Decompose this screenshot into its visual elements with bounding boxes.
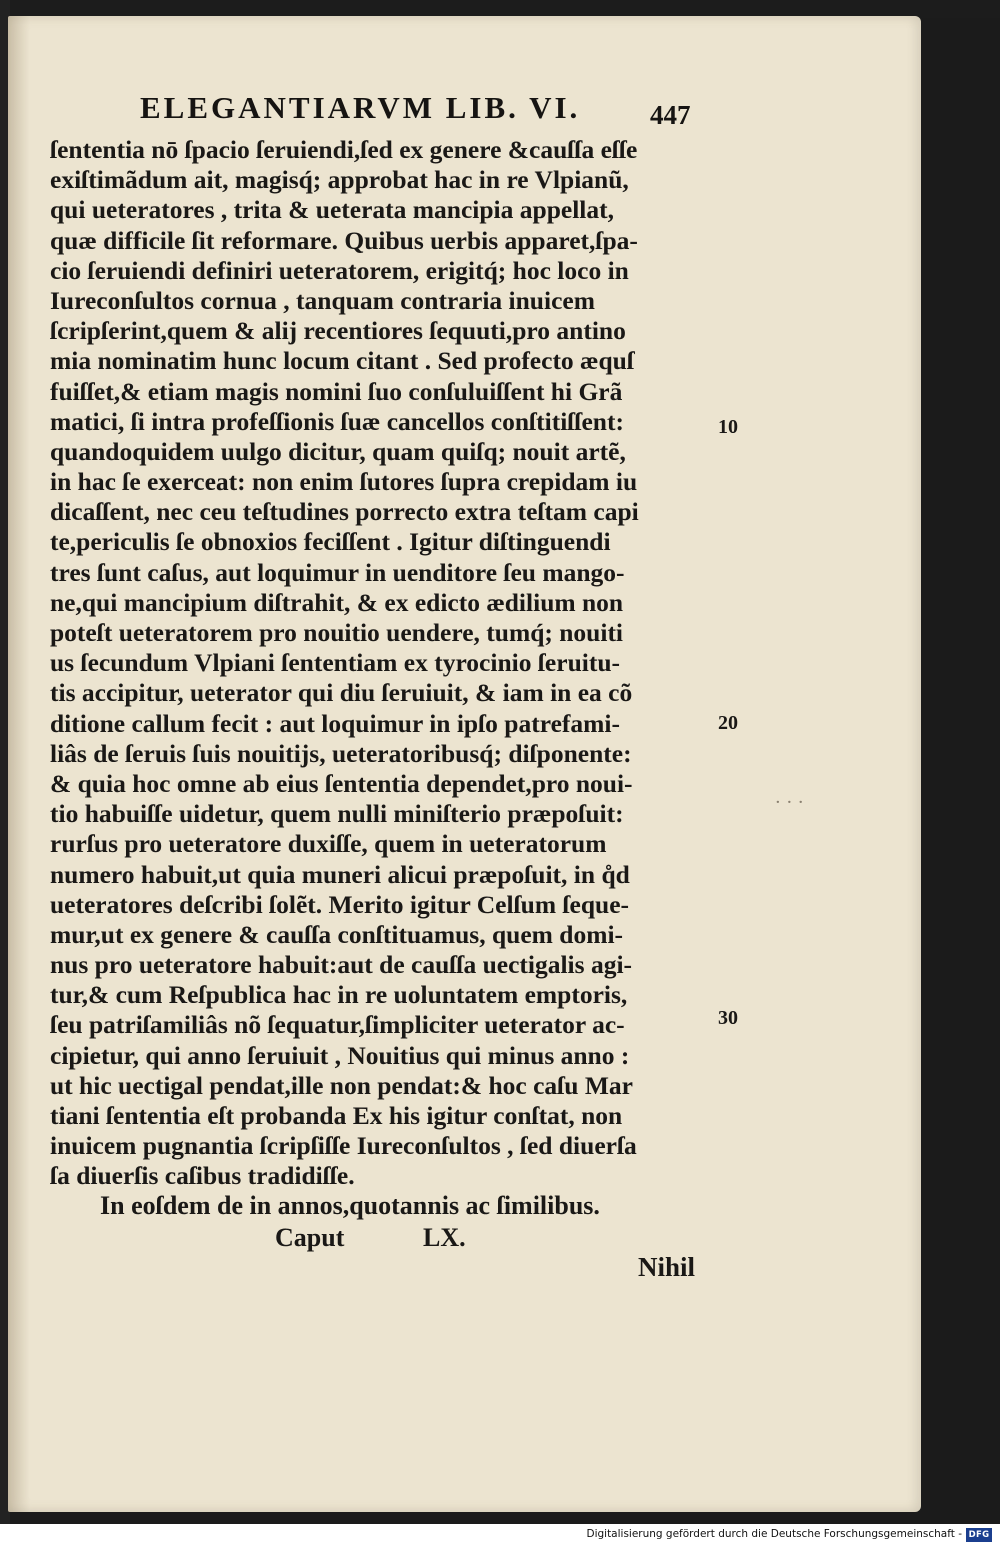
text-line: numero habuit,ut quia muneri alicui præpoſuit, in q̊d <box>50 859 630 889</box>
text-line: ſa diuerſis caſibus tradidiſſe. <box>50 1161 355 1191</box>
text-line: exiſtimãdum ait, magisq́; approbat hac in re Vlpianũ, <box>50 165 629 195</box>
footer-credit: Digitalisierung gefördert durch die Deutsche Forschungsgemeinschaft - <box>586 1528 962 1540</box>
text-line: ſeu patriſamiliâs nõ ſequatur,ſimpliciter ueterator ac- <box>50 1010 625 1040</box>
chapter-label-line <box>275 1222 535 1254</box>
text-line: tiani ſententia eſt probanda Ex his igitur conſtat, non <box>50 1101 623 1130</box>
text-line: tur,& cum Reſpublica hac in re uoluntatem emptoris, <box>50 980 628 1010</box>
margin-note: 10 <box>718 416 738 438</box>
text-line: rurſus pro ueteratore duxiſſe, quem in ueteratorum <box>50 829 607 859</box>
text-line: ditione callum fecit : aut loquimur in ipſo patrefami- <box>50 708 620 738</box>
text-line: liâs de ſeruis ſuis nouitijs, ueteratoribusq́; diſponente: <box>50 738 632 768</box>
text-line: ſententia nō ſpacio ſeruiendi,ſed ex genere &cauſſa eſſe <box>50 135 638 164</box>
body-text <box>50 135 750 1192</box>
chapter-heading: In eoſdem de in annos,quotannis ac ſimilibus. <box>100 1191 600 1220</box>
text-line: mia nominatim hunc locum citant . Sed profecto æquſ <box>50 346 634 376</box>
text-line: qui ueteratores , trita & ueterata mancipia appellat, <box>50 195 614 225</box>
text-line: tis accipitur, ueterator qui diu ſeruiuit, & iam in ea cõ <box>50 678 633 708</box>
text-line: ſcripſerint,quem & alij recentiores ſequuti,pro antino <box>50 316 626 346</box>
chapter-number: LX. <box>423 1223 466 1252</box>
footer-bar <box>0 1524 1000 1546</box>
chapter-label: Caput <box>275 1223 345 1252</box>
running-head: ELEGANTIARVM LIB. VI. <box>140 90 581 125</box>
margin-note: 30 <box>718 1007 738 1029</box>
text-line: poteſt ueteratorem pro nouitio uendere, tumq́; nouiti <box>50 618 624 647</box>
text-line: tio habuiſſe uidetur, quem nulli miniſterio præpoſuit: <box>50 799 624 829</box>
text-line: ut hic uectigal pendat,ille non pendat:& hoc caſu Mar <box>50 1070 633 1100</box>
text-line: te,periculis ſe obnoxios feciſſent . Igitur diſtinguendi <box>50 527 611 557</box>
text-line: Iureconſultos cornua , tanquam contraria inuicem <box>50 285 595 315</box>
text-line: cio ſeruiendi definiri ueteratorem, erigitq́; hoc loco in <box>50 255 629 285</box>
margin-note: 20 <box>718 712 738 734</box>
text-line: matici, ſi intra profeſſionis ſuæ cancellos conſtitiſſent: <box>50 406 624 436</box>
text-line: ne,qui mancipium diſtrahit, & ex edicto ædilium non <box>50 587 624 617</box>
text-line: nus pro ueteratore habuit:aut de cauſſa uectigalis agi- <box>50 950 633 980</box>
text-line: us ſecundum Vlpiani ſententiam ex tyrocinio ſeruitu- <box>50 648 621 678</box>
text-line: dicaſſent, nec ceu teſtudines porrecto extra teſtam capi <box>50 497 639 527</box>
text-line: mur,ut ex genere & cauſſa conſtituamus, quem domi- <box>50 919 624 949</box>
text-line: inuicem pugnantia ſcripſiſſe Iureconſultos , ſed diuerſa <box>50 1131 637 1161</box>
dfg-logo: DFG <box>966 1528 992 1542</box>
text-line: cipietur, qui anno ſeruiuit , Nouitius qui minus anno : <box>50 1040 630 1070</box>
text-line: ueteratores deſcribi ſolẽt. Merito igitur Celſum ſeque- <box>50 889 630 919</box>
text-line: tres ſunt caſus, aut loquimur in uenditore ſeu mango- <box>50 557 625 587</box>
text-line: quæ difficile ſit reformare. Quibus uerbis apparet,ſpa- <box>50 225 638 255</box>
catchword: Nihil <box>638 1252 696 1282</box>
text-line: fuiſſet,& etiam magis nomini ſuo conſuluiſſent hi Grã <box>50 376 623 406</box>
ink-spots: · · · <box>775 792 804 813</box>
text-line: in hac ſe exerceat: non enim ſutores ſupra crepidam iu <box>50 467 638 497</box>
text-line: & quia hoc omne ab eius ſententia dependet,pro noui- <box>50 768 633 798</box>
text-line: quandoquidem uulgo dicitur, quam quiſq; nouit artẽ, <box>50 436 626 466</box>
page-number: 447 <box>650 100 691 130</box>
